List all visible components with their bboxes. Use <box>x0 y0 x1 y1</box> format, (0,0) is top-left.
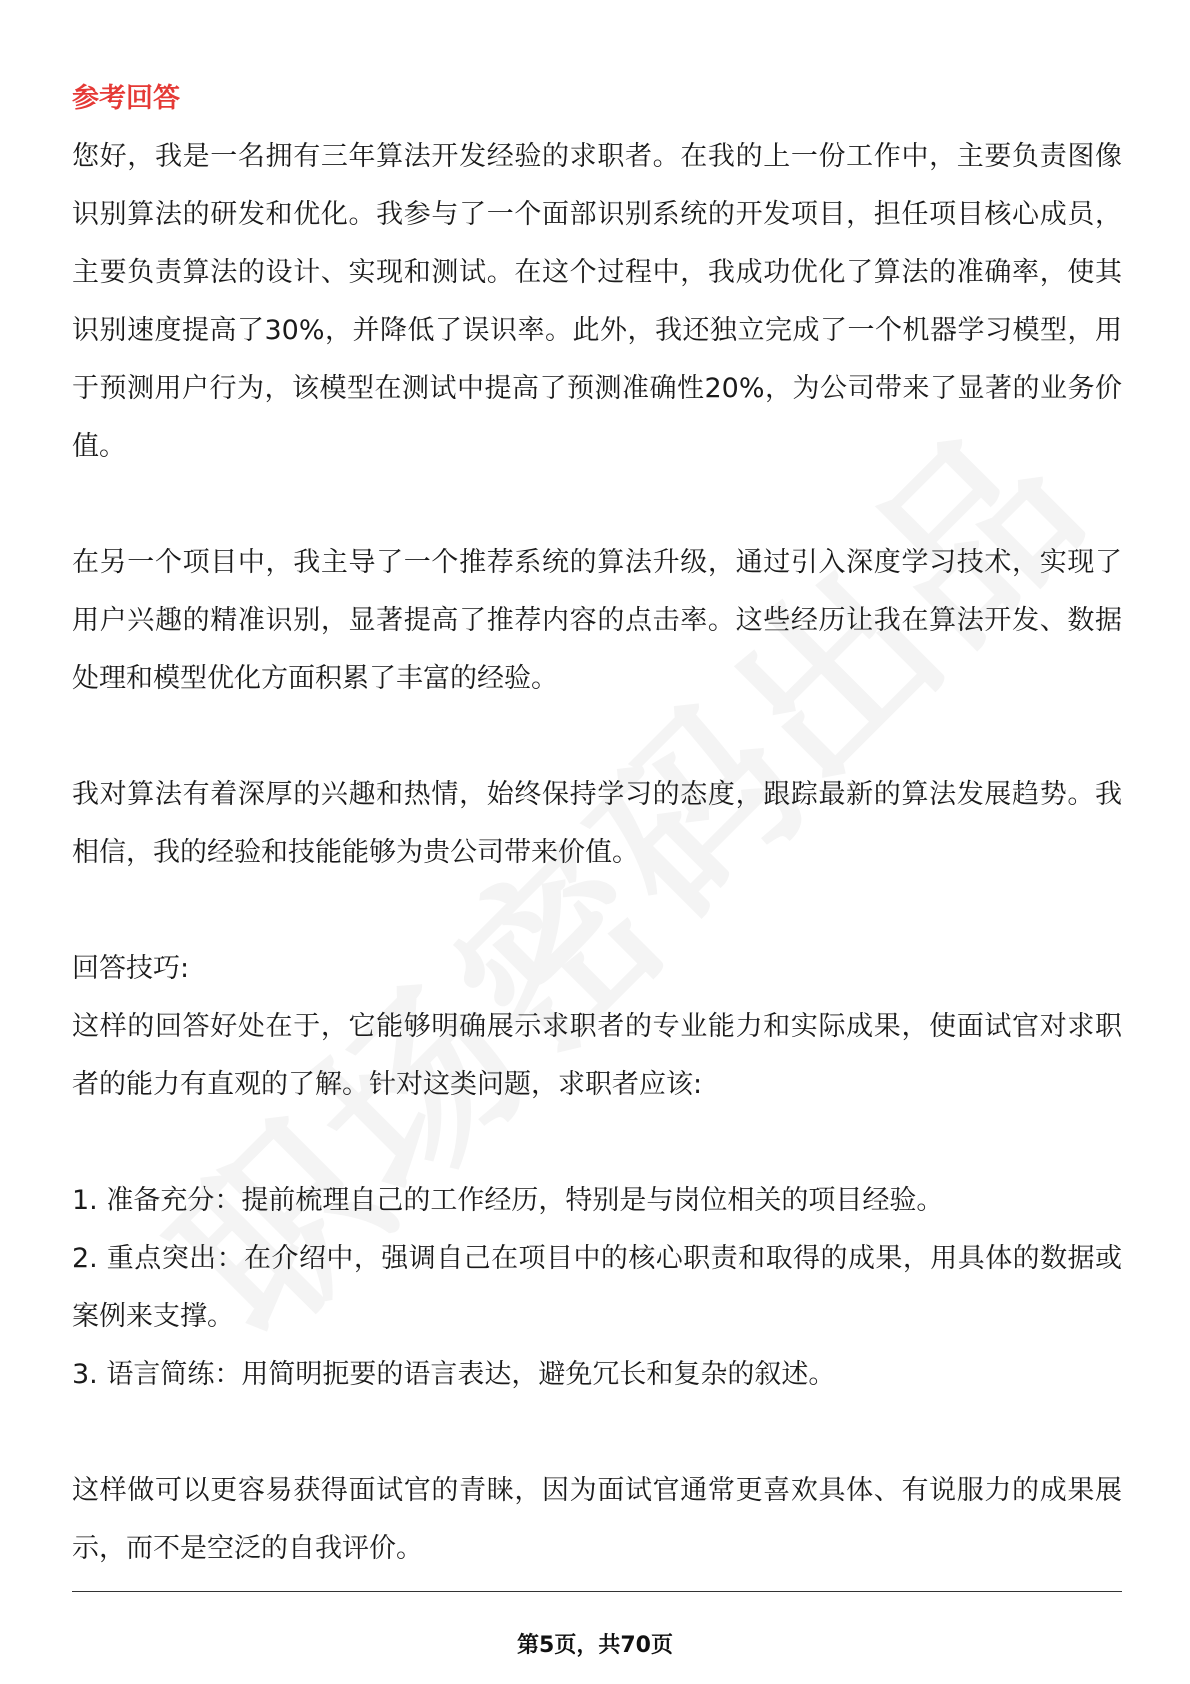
paragraph-spacer <box>72 1114 1122 1172</box>
tip-item-3: 3. 语言简练：用简明扼要的语言表达，避免冗长和复杂的叙述。 <box>72 1359 836 1390</box>
footer-divider <box>72 1591 1122 1592</box>
tips-intro: 这样的回答好处在于，它能够明确展示求职者的专业能力和实际成果，使面试官对求职者的能力有直观的了解。针对这类问题，求职者应该: <box>72 1011 1122 1100</box>
answer-paragraph-3: 我对算法有着深厚的兴趣和热情，始终保持学习的态度，跟踪最新的算法发展趋势。我相信，我的经验和技能能够为贵公司带来价值。 <box>72 779 1122 868</box>
tip-item-1: 1. 准备充分：提前梳理自己的工作经历，特别是与岗位相关的项目经验。 <box>72 1185 944 1216</box>
tip-item-2: 2. 重点突出：在介绍中，强调自己在项目中的核心职责和取得的成果，用具体的数据或案例来支撑。 <box>72 1243 1122 1332</box>
section-title: 参考回答 <box>72 83 180 114</box>
paragraph-spacer <box>72 708 1122 766</box>
answer-paragraph-1: 您好，我是一名拥有三年算法开发经验的求职者。在我的上一份工作中，主要负责图像识别算法的研发和优化。我参与了一个面部识别系统的开发项目，担任项目核心成员，主要负责算法的设计、实现和测试。在这个过程中，我成功优化了算法的准确率，使其识别速度提高了30%，并降低了误识率。此外，我还独立完成了一个机器学习模型，用于预测用户行为，该模型在测试中提高了预测准确性20%，为公司带来了显著的业务价值。 <box>72 141 1122 462</box>
paragraph-spacer <box>72 882 1122 940</box>
paragraph-spacer <box>72 1404 1122 1462</box>
paragraph-spacer <box>72 476 1122 534</box>
tips-heading: 回答技巧: <box>72 953 190 984</box>
document-body <box>72 70 1122 1578</box>
tips-conclusion: 这样做可以更容易获得面试官的青睐，因为面试官通常更喜欢具体、有说服力的成果展示，而不是空泛的自我评价。 <box>72 1475 1122 1564</box>
answer-paragraph-2: 在另一个项目中，我主导了一个推荐系统的算法升级，通过引入深度学习技术，实现了用户兴趣的精准识别，显著提高了推荐内容的点击率。这些经历让我在算法开发、数据处理和模型优化方面积累了丰富的经验。 <box>72 547 1122 694</box>
page-number: 第5页，共70页 <box>517 1633 673 1658</box>
